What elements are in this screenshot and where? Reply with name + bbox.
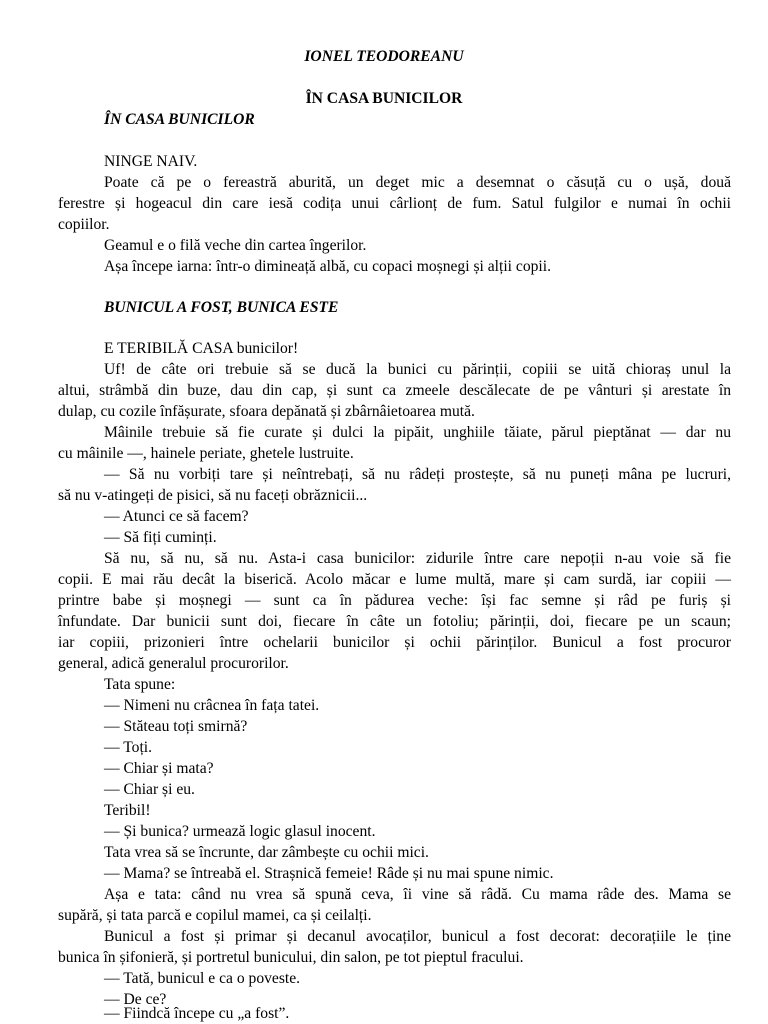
paragraph-line: altui, strâmbă din buze, dau din cap, și sunt ca zmeele descălecate de pe vânturi și arestate în <box>58 382 731 399</box>
paragraph-line: Bunicul a fost și primar și decanul avocaților, bunicul a fost decorat: decorațiile le ține <box>104 928 731 945</box>
paragraph-line: bunica în șifonieră, și portretul bunicului, din salon, pe tot pieptul fracului. <box>58 949 524 966</box>
paragraph-line: iar copiii, prizonieri între ochelarii bunicilor și ochii părinților. Bunicul a fost procuror <box>58 634 731 651</box>
paragraph-line: Așa începe iarna: într-o dimineață albă, cu copaci moșnegi și alții copii. <box>104 258 551 275</box>
paragraph-line: Așa e tata: când nu vrea să spună ceva, îi vine să râdă. Cu mama râde des. Mama se <box>104 886 731 903</box>
paragraph-line: supără, și tata parcă e copilul mamei, ca și ceilalți. <box>58 907 372 924</box>
paragraph-line: Tata vrea să se încrunte, dar zâmbește cu ochii mici. <box>104 844 429 861</box>
paragraph-line: Geamul e o filă veche din cartea îngerilor. <box>104 237 367 254</box>
section-title-in-casa-bunicilor: ÎN CASA BUNICILOR <box>104 111 255 128</box>
book-title: ÎN CASA BUNICILOR <box>305 90 463 107</box>
paragraph-line: Poate că pe o fereastră aburită, un deget mic a desemnat o căsuță cu o ușă, două <box>104 174 731 191</box>
paragraph-line: general, adică generalul procurorilor. <box>58 655 289 672</box>
paragraph-line: ferestre și hogeacul din care iesă codița unui cârlionț de fum. Satul fulgilor e numai în ochii <box>58 195 731 212</box>
paragraph-line: — Nimeni nu crâcnea în fața tatei. <box>104 697 320 714</box>
paragraph-line: copii. E mai rău decât la biserică. Acolo măcar e lume multă, mare și cam surdă, iar copiii — <box>58 571 731 588</box>
section-title-bunicul-a-fost: BUNICUL A FOST, BUNICA ESTE <box>104 299 339 316</box>
paragraph-line: E TERIBILĂ CASA bunicilor! <box>104 340 299 357</box>
paragraph-line: Să nu, să nu, să nu. Asta-i casa bunicilor: zidurile între care nepoții n-au voie să fie <box>104 550 731 567</box>
paragraph-line: Teribil! <box>104 802 151 819</box>
author-heading: IONEL TEODOREANU <box>304 48 464 65</box>
paragraph-line: — Să fiți cuminți. <box>104 529 217 546</box>
paragraph-line: — Tată, bunicul e ca o poveste. <box>104 970 301 987</box>
paragraph-line: printre babe și moșnegi — sunt ca în pădurea veche: își fac semne și râd pe furiș și <box>58 592 731 609</box>
paragraph-line: dulap, cu cozile înfășurate, sfoara depănată și zbârnâietoarea mută. <box>58 403 475 420</box>
paragraph-line: — Chiar și eu. <box>104 781 195 798</box>
paragraph-line: — Toți. <box>104 739 153 756</box>
paragraph-line: — De ce? <box>104 991 167 1008</box>
paragraph-line: — Stăteau toți smirnă? <box>104 718 248 735</box>
paragraph-line: — Și bunica? urmează logic glasul inocent. <box>104 823 376 840</box>
paragraph-line: — Să nu vorbiți tare și neîntrebați, să nu râdeți prostește, să nu puneți mâna pe lucruri, <box>104 466 731 483</box>
paragraph-line: — Atunci ce să facem? <box>104 508 249 525</box>
paragraph-line: Mâinile trebuie să fie curate și dulci la pipăit, unghiile tăiate, părul pieptănat — dar nu <box>104 424 731 441</box>
paragraph-line: să nu v-atingeți de pisici, să nu faceți obrăznicii... <box>58 487 368 504</box>
paragraph-line: Uf! de câte ori trebuie să se ducă la bunici cu părinții, copiii se uită chioraș unul la <box>104 361 731 378</box>
paragraph-line: înfundate. Dar bunicii sunt doi, fiecare în câte un fotoliu; părinții, doi, fiecare pe un scaun; <box>58 613 731 630</box>
paragraph-line: NINGE NAIV. <box>104 153 198 170</box>
paragraph-line: copiilor. <box>58 216 110 233</box>
paragraph-line: — Mama? se întreabă el. Strașnică femeie! Râde și nu mai spune nimic. <box>104 865 554 882</box>
paragraph-line: Tata spune: <box>104 676 176 693</box>
paragraph-line: — Fiindcă începe cu „a fost”. <box>104 1005 290 1022</box>
paragraph-line: cu mâinile —, hainele periate, ghetele lustruite. <box>58 445 354 462</box>
paragraph-line: — Chiar și mata? <box>104 760 214 777</box>
